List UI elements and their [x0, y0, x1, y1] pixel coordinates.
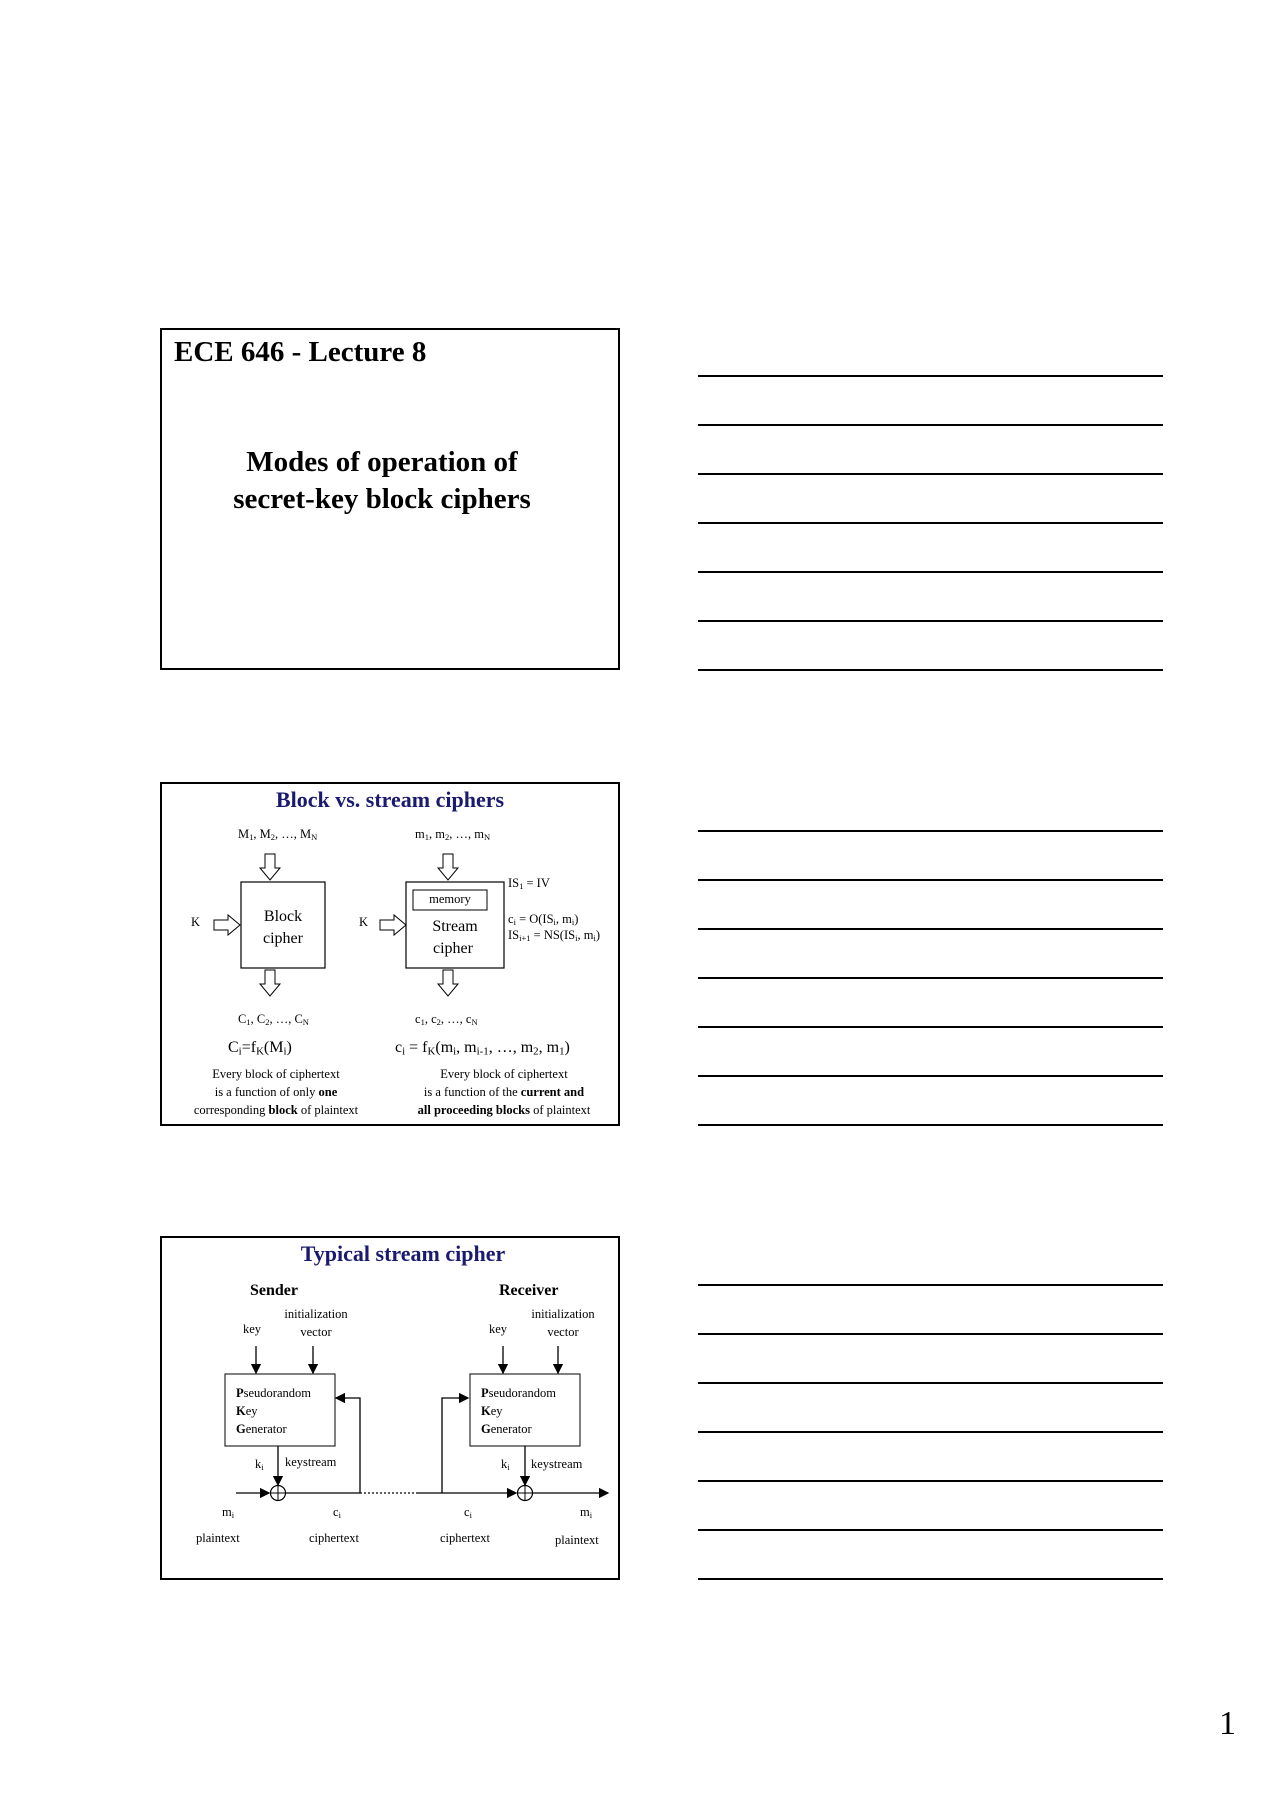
receiver-iv-label: initialization vector [531, 1307, 595, 1339]
sender-ki-label: $k_i$ [255, 1457, 264, 1473]
sender-mi-label: $m_i$ [222, 1505, 235, 1521]
slide-1-subtitle-line1: Modes of operation of [246, 446, 518, 478]
sender-iv-label: initialization vector [284, 1307, 348, 1339]
stream-output-label: $c_1$, $c_2$, …, $c_N$ [415, 1012, 478, 1028]
is1-equation: $IS_1$ = IV [508, 876, 550, 892]
block-description: Every block of ciphertext is a function of only one corresponding block of plaintext [193, 1067, 359, 1117]
block-formula: $C_i=f_K(M_i)$ [228, 1039, 292, 1058]
slide-1-subtitle-line2: secret-key block ciphers [233, 483, 531, 515]
stream-input-label: $m_1$, $m_2$, …, $m_N$ [415, 827, 491, 843]
receiver-label: Receiver [499, 1282, 559, 1299]
stream-cipher-label-2: cipher [433, 940, 473, 957]
stream-description: Every block of ciphertext is a function of the current and all proceeding blocks of plaintext [417, 1067, 591, 1117]
block-output-label: $C_1$, $C_2$, …, $C_N$ [238, 1012, 309, 1028]
sender-prkg-label: Pseudorandom Key Generator [236, 1386, 311, 1436]
receiver-ci-label: $c_i$ [464, 1505, 472, 1521]
receiver-keystream-label: keystream [531, 1457, 583, 1471]
receiver-key-label: key [489, 1322, 508, 1336]
sender-ciphertext-label: ciphertext [309, 1531, 359, 1545]
block-cipher-label-1: Block [263, 908, 303, 925]
sender-plaintext-label: plaintext [196, 1531, 240, 1545]
slide-1-title: ECE 646 - Lecture 8 [174, 336, 427, 368]
sender-keystream-label: keystream [285, 1455, 337, 1469]
receiver-plaintext-label: plaintext [555, 1533, 599, 1547]
sender-label: Sender [250, 1282, 298, 1299]
memory-label: memory [429, 892, 471, 906]
block-cipher-label-2: cipher [263, 930, 303, 947]
stream-formula: $c_i = f_K(m_i$, $m_{i-1}$, …, $m_2$, $m_1$) [395, 1039, 570, 1058]
ci-equation: $c_i = O(IS_i$, $m_i$) [508, 912, 579, 928]
sender-key-label: key [243, 1322, 262, 1336]
slide-3 [160, 1236, 620, 1580]
receiver-prkg-label: Pseudorandom Key Generator [481, 1386, 556, 1436]
block-key-label: K [191, 915, 201, 929]
receiver-ki-label: $k_i$ [501, 1457, 510, 1473]
receiver-ciphertext-label: ciphertext [440, 1531, 490, 1545]
block-input-label: $M_1$, $M_2$, …, $M_N$ [238, 827, 318, 843]
slide-1 [160, 328, 620, 670]
stream-cipher-label-1: Stream [432, 918, 478, 935]
isnext-equation: $IS_{i+1} = NS(IS_i$, $m_i$) [508, 928, 600, 944]
slide-2-title: Block vs. stream ciphers [275, 787, 505, 812]
receiver-mi-label: $m_i$ [580, 1505, 593, 1521]
sender-ci-label: $c_i$ [333, 1505, 341, 1521]
stream-key-label: K [359, 915, 369, 929]
page-number: 1 [1219, 1705, 1236, 1742]
slide-2 [160, 782, 620, 1126]
slide-3-title: Typical stream cipher [300, 1241, 506, 1266]
